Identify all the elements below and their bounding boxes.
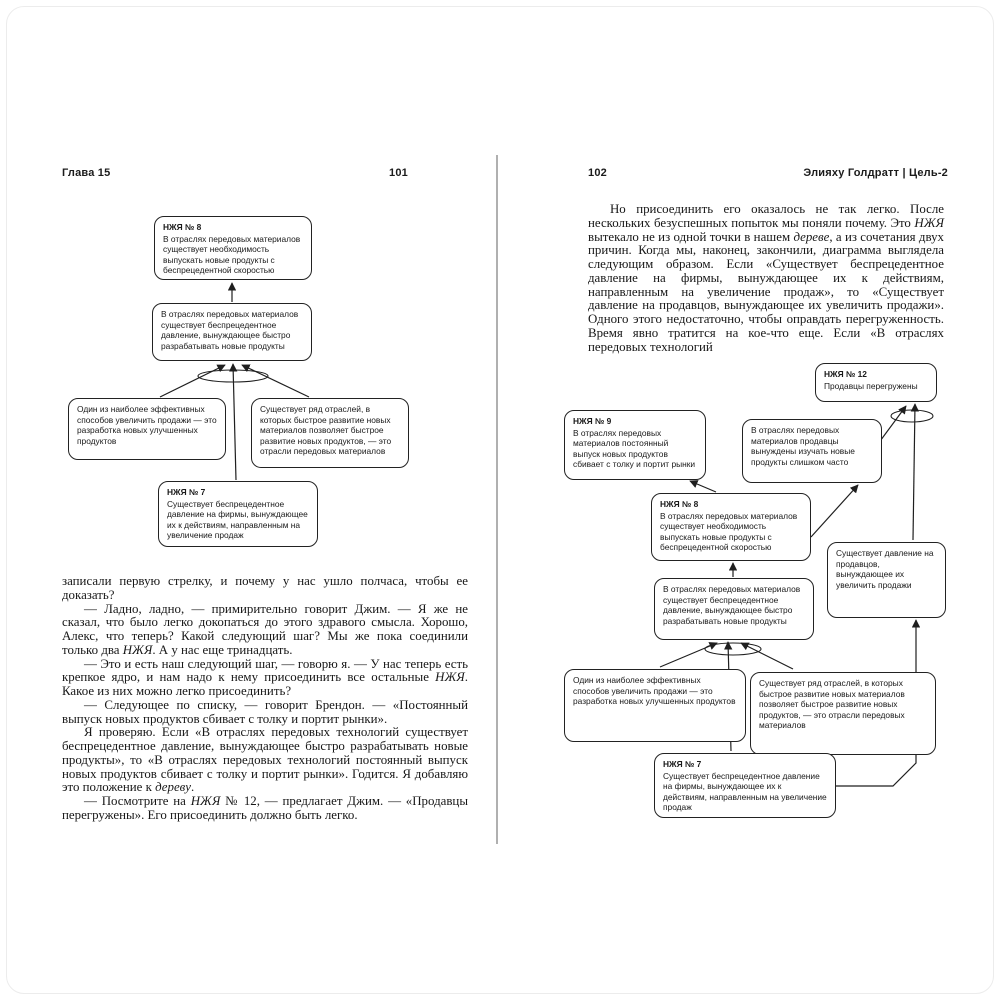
diagram-node-pressure-sellers bbox=[827, 542, 946, 618]
node-title: НЖЯ № 12 bbox=[824, 369, 867, 379]
node-text: Один из наиболее эффективных способов увеличить продажи — это разработка новых улучшенных продуктов bbox=[77, 404, 217, 446]
paragraph: — Это и есть наш следующий шаг, — говорю я. — У нас теперь есть крепкое ядро, и нам надо к нему присоединить все остальные НЖЯ. Какое из них можно легко присоединить? bbox=[62, 656, 468, 698]
right-running-head: Элияху Голдратт | Цель-2 bbox=[803, 167, 948, 179]
diagram-node-ways-increase-sales bbox=[564, 669, 746, 742]
diagram-node-industries-fast-development bbox=[750, 672, 936, 755]
node-text: Существует ряд отраслей, в которых быстрое развитие новых материалов позволяет быстрое развитие новых продуктов, — это отрасли передовых материалов bbox=[260, 404, 392, 457]
node-text: Существует беспрецедентное давление на фирмы, вынуждающее их к действиям, направленным на увеличение продаж bbox=[663, 770, 827, 813]
paragraph: — Посмотрите на НЖЯ № 12, — предлагает Джим. — «Продавцы перегружены». Его присоединить должно быть легко. bbox=[62, 794, 468, 822]
node-text: Продавцы перегружены bbox=[824, 380, 918, 391]
diagram-node-learn-products-often bbox=[742, 419, 882, 483]
diagram-node-nja-8 bbox=[154, 216, 312, 280]
node-text: В отраслях передовых материалов существует необходимость выпускать новые продукты с беспрецедентной скоростью bbox=[660, 510, 798, 553]
paragraph: Но присоединить его оказалось не так легко. После нескольких безуспешных попыток мы поняли почему. Это НЖЯ вытекало не из одной точки в нашем дереве, а из сочетания двух причин. Когда мы, наконец, закончили, диаграмма выглядела следующим образом. Если «Существует беспрецедентное давление на фирмы, вынуждающее их к действиям, направленным на увеличение продаж», то «Существует давление на продавцов, вынуждающее их увеличить продажи». Одного этого недостаточно, чтобы оправдать перегруженность. Время явно тратится на кое-что еще. Если «В отраслях передовых технологий bbox=[588, 202, 944, 354]
node-text: Существует ряд отраслей, в которых быстрое развитие новых материалов позволяет быстрое развитие новых продуктов, — это отрасли передовых материалов bbox=[759, 678, 905, 731]
node-text: В отраслях передовых материалов продавцы вынуждены изучать новые продукты слишком часто bbox=[751, 425, 855, 467]
node-text: В отраслях передовых материалов постоянный выпуск новых продуктов сбивает с толку и портит рынки bbox=[573, 427, 696, 470]
right-page-text bbox=[588, 203, 944, 354]
node-title: НЖЯ № 7 bbox=[663, 759, 702, 769]
node-text: Один из наиболее эффективных способов увеличить продажи — это разработка новых улучшенных продуктов bbox=[573, 675, 736, 707]
paragraph: записали первую стрелку, и почему у нас ушло полчаса, чтобы ее доказать? bbox=[62, 574, 468, 602]
left-page-number: 101 bbox=[389, 167, 408, 179]
paragraph: — Ладно, ладно, — примирительно говорит Джим. — Я же не сказал, что было легко докопаться до этого здравого смысла. Хорошо, Алекс, что теперь? Какой следующий шаг? Мы же пока соединили только два НЖЯ. А у нас еще тринадцать. bbox=[62, 601, 468, 657]
node-text: Существует давление на продавцов, вынуждающее их увеличить продажи bbox=[836, 548, 934, 590]
page-divider bbox=[496, 155, 498, 844]
paragraph: Я проверяю. Если «В отраслях передовых технологий существует беспрецедентное давление, вынуждающее быстро разрабатывать новые продукты», то «В отраслях передовых технологий постоянный выпуск новых продуктов сбивает с толку и портит рынки». Годится. Я добавляю это положение к дереву. bbox=[62, 725, 468, 795]
left-running-head: Глава 15 bbox=[62, 167, 111, 179]
diagram-node-nja-8 bbox=[651, 493, 811, 561]
diagram-node-nja-7 bbox=[654, 753, 836, 818]
node-title: НЖЯ № 8 bbox=[660, 499, 699, 509]
diagram-node-nja-9 bbox=[564, 410, 706, 480]
diagram-node-industries-fast-development bbox=[251, 398, 409, 468]
node-title: НЖЯ № 9 bbox=[573, 416, 612, 426]
diagram-node-nja-7 bbox=[158, 481, 318, 547]
node-title: НЖЯ № 8 bbox=[163, 222, 202, 232]
page-frame bbox=[6, 6, 994, 994]
right-page-number: 102 bbox=[588, 167, 607, 179]
node-text: В отраслях передовых материалов существует беспрецедентное давление, вынуждающее быстро разрабатывать новые продукты bbox=[161, 309, 299, 351]
node-text: Существует беспрецедентное давление на фирмы, вынуждающее их к действиям, направленным на увеличение продаж bbox=[167, 498, 308, 541]
diagram-node-nja-12 bbox=[815, 363, 937, 402]
diagram-node-pressure-develop bbox=[152, 303, 312, 361]
paragraph: — Следующее по списку, — говорит Брендон. — «Постоянный выпуск новых продуктов сбивает с толку и портит рынки». bbox=[62, 697, 468, 726]
diagram-node-ways-increase-sales bbox=[68, 398, 226, 460]
diagram-node-pressure-develop bbox=[654, 578, 814, 640]
node-title: НЖЯ № 7 bbox=[167, 487, 206, 497]
node-text: В отраслях передовых материалов существует беспрецедентное давление, вынуждающее быстро разрабатывать новые продукты bbox=[663, 584, 801, 626]
node-text: В отраслях передовых материалов существует необходимость выпускать новые продукты с беспрецедентной скоростью bbox=[163, 233, 301, 276]
left-page-text bbox=[62, 575, 468, 823]
